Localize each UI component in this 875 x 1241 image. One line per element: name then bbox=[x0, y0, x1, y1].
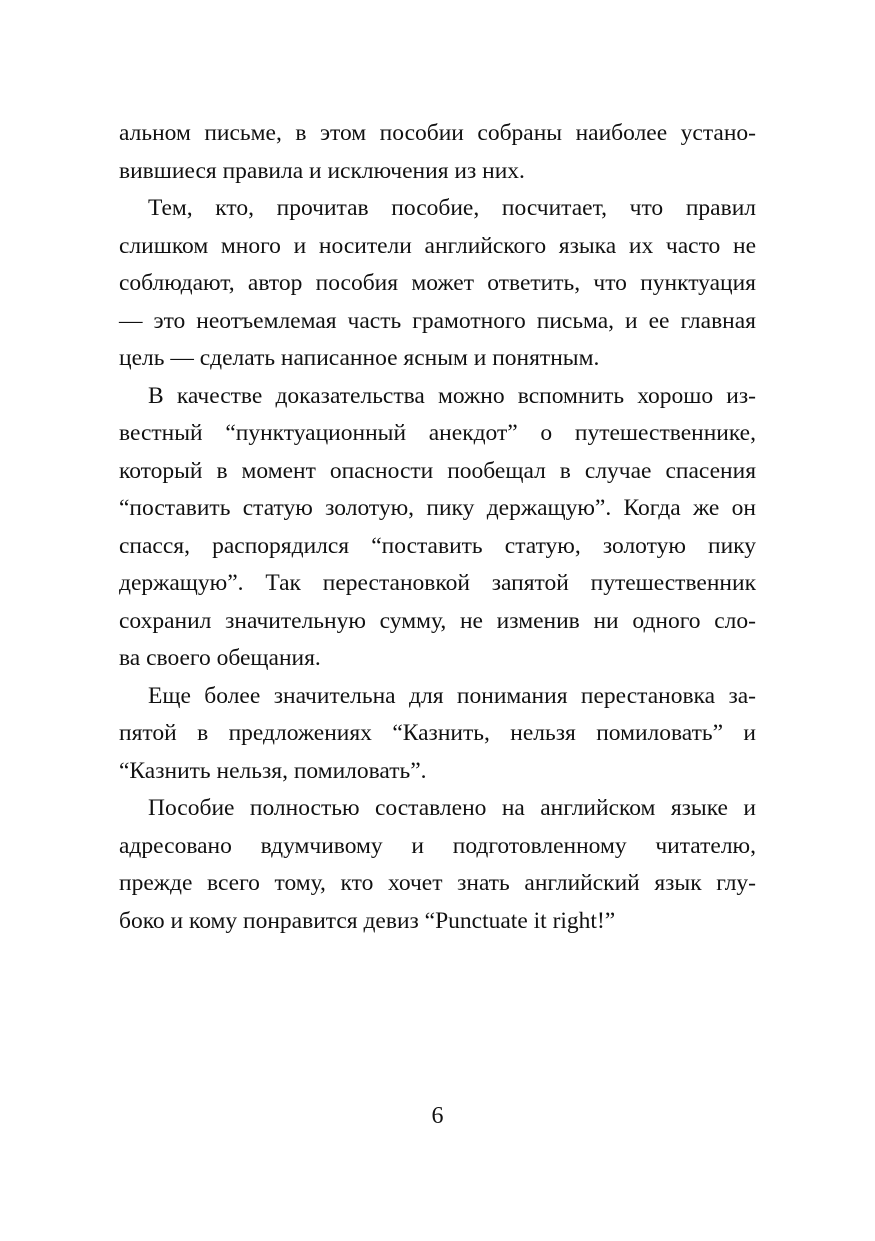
paragraph bbox=[119, 678, 756, 791]
text-line: цель — сделать написанное ясным и понятным. bbox=[119, 345, 600, 371]
text-line: держащую”. Так перестановкой запятой путешественник bbox=[119, 570, 756, 596]
text-line: прежде всего тому, кто хочет знать английский язык глу- bbox=[119, 870, 756, 896]
paragraph bbox=[119, 790, 756, 940]
text-line: В качестве доказательства можно вспомнить хорошо из- bbox=[148, 382, 756, 409]
text-line: вестный “пунктуационный анекдот” о путешественнике, bbox=[119, 420, 756, 446]
text-line: боко и кому понравится девиз “Punctuate it right!” bbox=[119, 907, 616, 934]
text-line: “Казнить нельзя, помиловать”. bbox=[119, 757, 427, 784]
text-line: Тем, кто, прочитав пособие, посчитает, что правил bbox=[148, 195, 756, 221]
text-line: вившиеся правила и исключения из них. bbox=[119, 157, 525, 184]
page-number: 6 bbox=[431, 1103, 444, 1129]
text-line: Пособие полностью составлено на английском языке и bbox=[148, 795, 756, 821]
text-line: который в момент опасности пообещал в случае спасения bbox=[119, 457, 756, 484]
text-line: соблюдают, автор пособия может ответить, что пунктуация bbox=[119, 270, 756, 296]
text-line: “поставить статую золотую, пику держащую”. Когда же он bbox=[119, 495, 756, 521]
text-line: альном письме, в этом пособии собраны наиболее устано- bbox=[119, 120, 756, 146]
text-line: ва своего обещания. bbox=[119, 645, 321, 671]
text-line: адресовано вдумчивому и подготовленному читателю, bbox=[119, 832, 756, 859]
body-text bbox=[119, 115, 756, 940]
paragraph bbox=[119, 190, 756, 378]
text-line: сохранил значительную сумму, не изменив ни одного сло- bbox=[119, 607, 756, 634]
text-line: — это неотъемлемая часть грамотного письма, и ее главная bbox=[119, 307, 756, 334]
text-line: пятой в предложениях “Казнить, нельзя помиловать” и bbox=[119, 720, 756, 746]
text-line: спасся, распорядился “поставить статую, золотую пику bbox=[119, 532, 756, 559]
text-line: Еще более значительна для понимания перестановка за- bbox=[148, 682, 756, 709]
text-line: слишком много и носители английского языка их часто не bbox=[119, 232, 756, 259]
paragraph bbox=[119, 115, 756, 190]
paragraph bbox=[119, 378, 756, 678]
